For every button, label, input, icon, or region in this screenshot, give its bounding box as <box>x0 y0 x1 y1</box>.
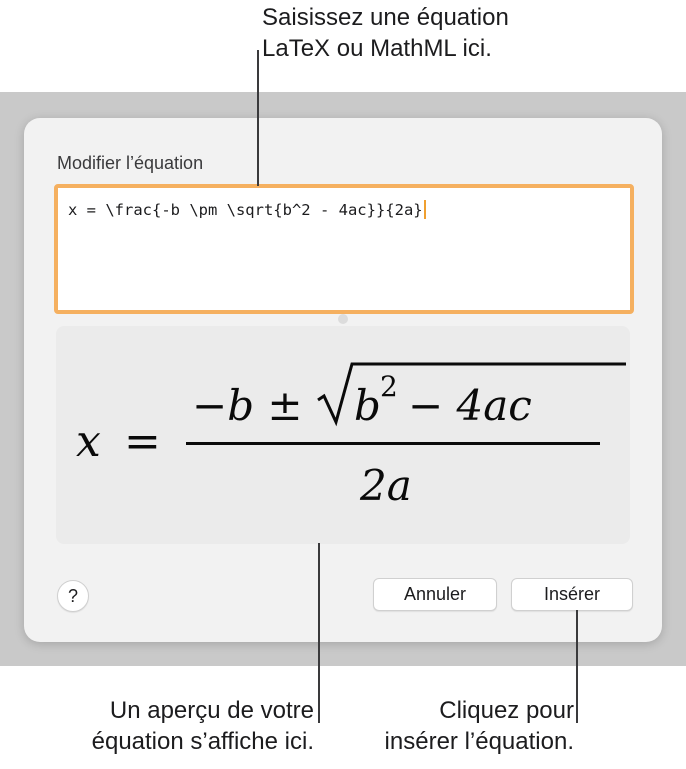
equation-preview <box>56 326 630 544</box>
cancel-button[interactable]: Annuler <box>373 578 497 611</box>
resize-handle[interactable] <box>338 314 348 324</box>
preview-callout-line-1: Un aperçu de votre <box>109 697 314 724</box>
text-caret <box>424 200 426 219</box>
fraction-bar <box>186 442 600 445</box>
insert-callout <box>294 695 574 757</box>
formula-rendering <box>56 326 630 544</box>
preview-callout-line-2: équation s’affiche ici. <box>91 728 314 755</box>
insert-callout-leader <box>576 610 578 723</box>
help-button[interactable]: ? <box>57 580 89 612</box>
equation-editor-value[interactable]: x = \frac{-b \pm \sqrt{b^2 - 4ac}}{2a} <box>68 201 423 219</box>
equation-dialog <box>24 118 662 642</box>
insert-button[interactable]: Insérer <box>511 578 633 611</box>
formula-radicand-base: b <box>354 381 381 430</box>
editor-callout <box>262 2 592 64</box>
editor-callout-leader <box>257 50 259 186</box>
formula-denominator: 2a <box>360 461 412 510</box>
editor-callout-line-1: Saisissez une équation <box>262 4 509 31</box>
insert-callout-line-1: Cliquez pour <box>439 697 574 724</box>
equation-editor[interactable] <box>54 184 634 314</box>
editor-callout-line-2: LaTeX ou MathML ici. <box>262 35 492 62</box>
formula-equals: = <box>124 416 161 467</box>
formula-numerator-sign: −b ± <box>192 381 303 430</box>
insert-callout-line-2: insérer l’équation. <box>384 728 574 755</box>
equation-editor-text[interactable] <box>68 200 426 219</box>
formula-radicand-rest: − 4ac <box>408 381 532 430</box>
preview-callout <box>0 695 314 757</box>
formula-radicand-exponent: 2 <box>380 370 398 403</box>
dialog-title: Modifier l’équation <box>57 153 204 173</box>
formula-lhs: x <box>76 416 101 467</box>
